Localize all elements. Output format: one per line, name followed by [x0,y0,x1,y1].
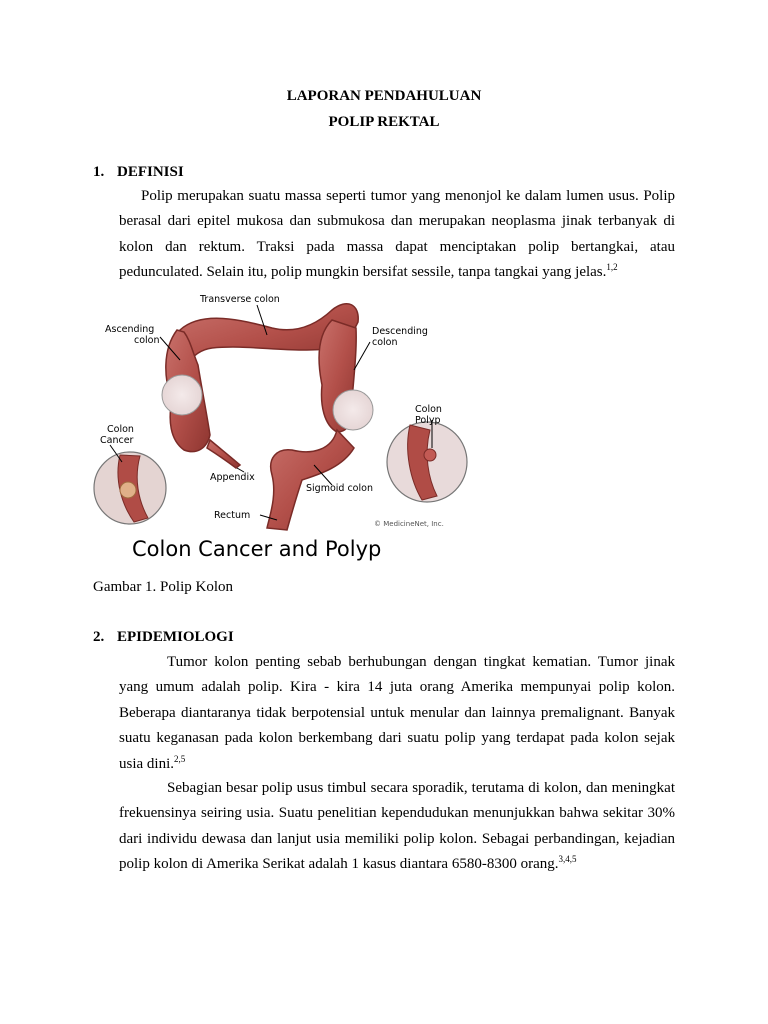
zoom-marker-ascending [162,375,202,415]
zoom-marker-descending [333,390,373,430]
citation: 2,5 [174,753,186,764]
label-sigmoid-colon: Sigmoid colon [306,483,373,494]
label-colon-polyp-line1: Colon [415,404,442,415]
paragraph-definisi [119,184,675,286]
citation: 1,2 [606,262,618,273]
label-ascending-colon-line1: Ascending [105,324,155,335]
document-subtitle: POLIP REKTAL [328,114,440,130]
paragraph-epidemiologi-2 [119,776,675,878]
label-ascending-colon-line2: colon [134,335,160,346]
section-heading-epidemiologi [93,629,234,646]
section-number: 2. [93,629,105,645]
figure-banner-title: Colon Cancer and Polyp [132,537,382,561]
document-title: LAPORAN PENDAHULUAN [286,88,482,104]
figure-caption: Gambar 1. Polip Kolon [93,579,233,595]
section-heading-definisi [93,164,184,181]
paragraph-text: Sebagian besar polip usus timbul secara sporadik, terutama di kolon, dan meningkat frekuensinya seiring usia. Suatu penelitian kependudukan menunjukkan bahwa sekitar 30% dari individu dewasa dan lanjut usia memiliki polip kolon. Sebagai perbandingan, kejadian polip kolon di Amerika Serikat adalah 1 kasus diantara 6580-8300 orang. [119,780,675,873]
label-colon-cancer-line2: Cancer [100,435,134,446]
colon-diagram [92,290,472,565]
label-descending-colon-line2: colon [372,337,398,348]
section-title: EPIDEMIOLOGI [117,629,234,645]
label-rectum: Rectum [214,510,251,521]
image-credit: © MedicineNet, Inc. [374,520,444,528]
paragraph-epidemiologi-1 [119,650,675,777]
paragraph-text: Polip merupakan suatu massa seperti tumor yang menonjol ke dalam lumen usus. Polip berasal dari epitel mukosa dan submukosa dan merupakan neoplasma jinak terbanyak di kolon dan rektum. Traksi pada massa dapat menciptakan polip bertangkai, atau pedunculated. Selain itu, polip mungkin bersifat sessile, tanpa tangkai yang jelas. [119,188,675,281]
label-colon-polyp-line2: Polyp [415,415,441,426]
label-transverse-colon: Transverse colon [200,294,280,305]
section-title: DEFINISI [117,164,184,180]
citation: 3,4,5 [558,854,577,865]
paragraph-text: Tumor kolon penting sebab berhubungan dengan tingkat kematian. Tumor jinak yang umum adalah polip. Kira - kira 14 juta orang Amerika mempunyai polip kolon. Beberapa diantaranya tidak berpotensial untuk menular dan lainnya premalignant. Banyak suatu keganasan pada kolon berkembang dari suatu polip yang terdapat pada kolon sejak usia dini. [119,654,675,772]
label-descending-colon-line1: Descending [372,326,428,337]
section-number: 1. [93,164,105,180]
label-colon-cancer-line1: Colon [107,424,134,435]
label-appendix: Appendix [210,472,255,483]
